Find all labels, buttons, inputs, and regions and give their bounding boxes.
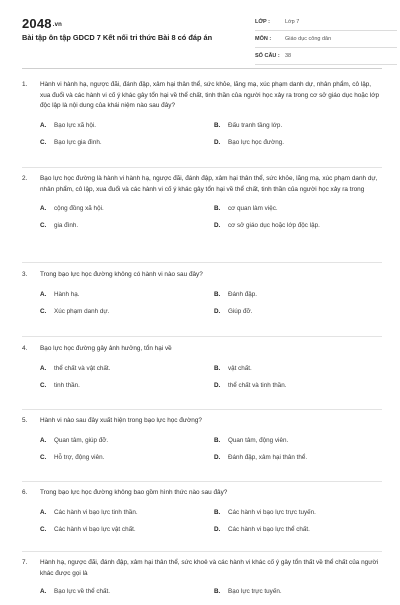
question-1 [22,80,382,156]
meta-row-subject [255,31,397,48]
question-7 [22,558,382,605]
option-text: Đánh đập. [228,290,258,298]
option-letter: B. [214,364,221,372]
option-letter: D. [214,222,221,230]
option-text: cộng đồng xã hội. [54,205,104,213]
options [22,588,382,605]
site-logo[interactable] [22,16,62,31]
option-letter: B. [214,436,221,444]
option-letter: C. [40,381,47,389]
option-c[interactable] [22,382,196,399]
option-b[interactable] [196,291,370,308]
option-d[interactable] [196,454,370,471]
option-b[interactable] [196,588,370,605]
option-a[interactable] [22,437,196,454]
question-number: 3. [22,271,28,278]
option-c[interactable] [22,139,196,156]
meta-row-count [255,48,397,65]
option-d[interactable] [196,382,370,399]
option-text: Các hành vi bạo lực vật chất. [54,525,136,533]
question-separator [22,336,382,337]
option-text: vật chất. [228,364,252,372]
option-d[interactable] [196,139,370,156]
question-text: Bạo lực học đường gây ảnh hưởng, tổn hại về [40,345,172,352]
option-letter: B. [214,290,221,298]
option-a[interactable] [22,291,196,308]
option-text: Quan tâm, động viên. [228,436,289,444]
question-separator [22,409,382,410]
meta-table [255,14,397,65]
options [22,205,382,239]
option-text: Hỗ trợ, động viên. [54,453,105,461]
meta-value: Lớp 7 [285,19,300,25]
option-letter: B. [214,508,221,516]
header-divider [22,68,382,69]
option-letter: A. [40,436,47,444]
option-text: Các hành vi bạo lực trực tuyến. [228,508,316,516]
question-text: Hành vi hành hạ, ngược đãi, đánh đập, xâm hại thân thể, sức khỏe, lăng mạ, xúc phạm danh dự, nhân phẩm, cô lập, xua đuổi và các hành vi cố ý khác gây tổn hại về thể chất, tinh thần của người học xảy ra trong cơ sở giáo dục hoặc lớp độc lập là nội dung của khái niệm nào sau đây? [40,81,379,110]
question-5 [22,416,382,471]
option-text: gia đình. [54,222,79,230]
option-d[interactable] [196,526,370,543]
option-text: Bạo lực trực tuyến. [228,588,282,596]
option-letter: C. [40,222,47,230]
option-a[interactable] [22,509,196,526]
question-number: 2. [22,175,28,182]
option-d[interactable] [196,308,370,325]
option-b[interactable] [196,205,370,222]
question-6 [22,488,382,543]
option-letter: D. [214,307,221,315]
option-a[interactable] [22,365,196,382]
option-letter: A. [40,588,47,596]
option-b[interactable] [196,509,370,526]
option-text: cơ quan làm việc. [228,205,278,213]
option-b[interactable] [196,122,370,139]
option-c[interactable] [22,454,196,471]
question-text: Bạo lực học đường là hành vi hành hạ, ngược đãi, đánh đập, xâm hại thân thể, sức khỏe, lăng mạ, xúc phạm danh dự, nhân phẩm, cô lập, xua đuổi và các hành vi cố ý khác gây tổn hại về thể chất, tinh thần của người học xảy ra trong [40,175,378,193]
options [22,437,382,471]
question-number: 4. [22,345,28,352]
option-a[interactable] [22,588,196,605]
option-letter: D. [214,525,221,533]
option-text: Đấu tranh tầng lớp. [228,121,283,129]
question-4 [22,344,382,399]
meta-label: SỐ CÂU : [255,53,280,59]
option-text: Bạo lực về thể chất. [54,588,111,596]
option-letter: B. [214,205,221,213]
option-text: Giúp đỡ. [228,307,253,315]
question-number: 5. [22,417,28,424]
option-letter: A. [40,364,47,372]
option-letter: A. [40,508,47,516]
option-text: Các hành vi bạo lực thể chất. [228,525,310,533]
option-d[interactable] [196,222,370,239]
option-text: cơ sở giáo dục hoặc lớp độc lập. [228,222,320,230]
option-letter: A. [40,290,47,298]
options [22,365,382,399]
option-a[interactable] [22,205,196,222]
option-letter: D. [214,138,221,146]
option-letter: D. [214,453,221,461]
option-text: thể chất và tinh thần. [228,381,287,389]
question-text: Trong bạo lực học đường không bao gồm hình thức nào sau đây? [40,489,228,496]
meta-row-class [255,14,397,31]
question-text: Trong bạo lực học đường không có hành vi nào sau đây? [40,271,203,278]
logo-domain: .vn [52,22,63,28]
option-text: Đánh đập, xâm hại thân thể. [228,453,308,461]
question-number: 7. [22,559,28,566]
logo-main: 2048 [22,16,52,31]
meta-label: LỚP : [255,19,270,25]
option-letter: C. [40,453,47,461]
options [22,509,382,543]
option-letter: C. [40,307,47,315]
question-text: Hành vi nào sau đây xuất hiện trong bạo lực học đường? [40,417,202,424]
option-c[interactable] [22,222,196,239]
option-text: Hành hạ. [54,290,80,298]
option-text: Bạo lực học đường. [228,138,284,146]
option-text: Bạo lực gia đình. [54,138,102,146]
option-text: Bạo lực xã hội. [54,121,97,129]
question-separator [22,551,382,552]
question-2 [22,174,382,239]
question-separator [22,481,382,482]
meta-label: MÔN : [255,36,272,42]
option-text: Các hành vi bạo lực tinh thần. [54,508,138,516]
option-letter: B. [214,121,221,129]
option-b[interactable] [196,437,370,454]
question-text: Hành hạ, ngược đãi, đánh đập, xâm hại thân thể, sức khoẻ và các hành vi khác cố ý gây tổn thất về thể chất của người khác được gọi là [40,559,379,577]
option-letter: A. [40,205,47,213]
question-separator [22,262,382,263]
option-text: Xúc phạm danh dự. [54,307,110,315]
option-text: Quan tâm, giúp đỡ. [54,436,109,444]
option-text: tinh thần. [54,381,80,389]
option-a[interactable] [22,122,196,139]
header [22,14,382,64]
question-3 [22,270,382,325]
question-number: 1. [22,81,28,88]
option-text: thể chất và vật chất. [54,364,111,372]
option-letter: C. [40,138,47,146]
option-c[interactable] [22,308,196,325]
option-letter: B. [214,588,221,596]
option-b[interactable] [196,365,370,382]
meta-value: 38 [285,53,292,59]
document-title: Bài tập ôn tập GDCD 7 Kết nối tri thức Bài 8 có đáp án [22,33,213,42]
meta-value: Giáo dục công dân [285,36,332,42]
options [22,122,382,156]
options [22,291,382,325]
option-letter: C. [40,525,47,533]
question-separator [22,167,382,168]
option-letter: A. [40,121,47,129]
option-letter: D. [214,381,221,389]
option-c[interactable] [22,526,196,543]
question-number: 6. [22,489,28,496]
